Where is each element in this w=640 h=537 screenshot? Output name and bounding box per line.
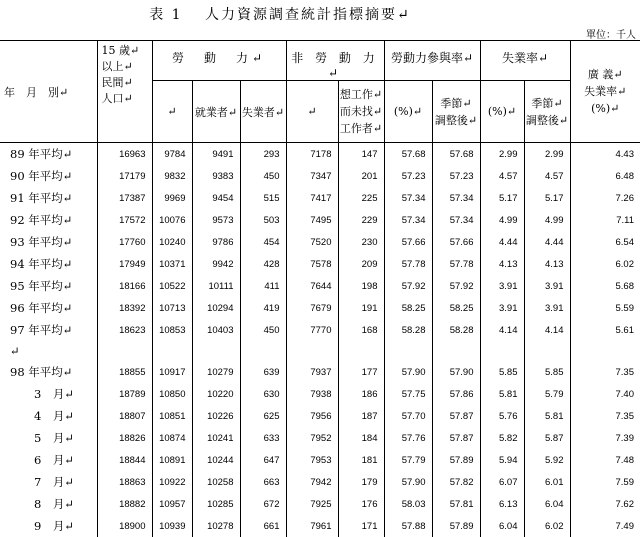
row-label: 4 月↵ (0, 405, 97, 427)
lfpr-cell: 57.90 (384, 471, 432, 493)
unemployed-cell: 450 (240, 319, 286, 341)
labor-force-cell: 9969 (152, 187, 192, 209)
ur-sa-cell: 3.91 (524, 275, 570, 297)
nilf-total-header: ↵ (286, 81, 338, 143)
pop15-cell: 17949 (97, 253, 152, 275)
lfpr-cell: 57.88 (384, 515, 432, 537)
broad-ur-cell: 4.43 (570, 143, 640, 166)
unemployed-cell: 625 (240, 405, 286, 427)
row-label: 5 月↵ (0, 427, 97, 449)
broad-ur-line: 廣 義↵ (571, 66, 640, 83)
nilf-cell: 7942 (286, 471, 338, 493)
unemployed-cell: 647 (240, 449, 286, 471)
labor-force-cell: 10957 (152, 493, 192, 515)
lfpr-sa-cell: 57.90 (432, 361, 480, 383)
ur-sa-line: 調整後↵ (525, 112, 570, 129)
lfpr-sa-line: 季節↵ (433, 95, 480, 112)
lfpr-sa-cell: 57.92 (432, 275, 480, 297)
labor-force-cell: 10922 (152, 471, 192, 493)
table-row (0, 405, 640, 427)
broad-ur-cell: 6.02 (570, 253, 640, 275)
pop15-cell (97, 341, 152, 361)
lfpr-cell: 58.28 (384, 319, 432, 341)
nilf-cell: 7938 (286, 383, 338, 405)
employed-cell: 10258 (192, 471, 240, 493)
table-row (0, 427, 640, 449)
broad-ur-cell: 6.48 (570, 165, 640, 187)
lfpr-cell: 57.76 (384, 427, 432, 449)
nilf-cell (286, 341, 338, 361)
labor-force-cell: 9832 (152, 165, 192, 187)
ur-cell: 6.13 (480, 493, 524, 515)
row-label: 7 月↵ (0, 471, 97, 493)
ur-sa-cell: 3.91 (524, 297, 570, 319)
ur-sa-cell: 4.14 (524, 319, 570, 341)
employed-cell: 9491 (192, 143, 240, 166)
want-work-cell: 229 (338, 209, 384, 231)
labor-statistics-table (0, 40, 640, 537)
lfpr-sa-cell: 57.82 (432, 471, 480, 493)
broad-ur-cell: 7.59 (570, 471, 640, 493)
row-label: 6 月↵ (0, 449, 97, 471)
ur-cell: 5.82 (480, 427, 524, 449)
ur-sa-cell: 5.87 (524, 427, 570, 449)
lfpr-cell: 57.90 (384, 361, 432, 383)
table-row (0, 143, 640, 166)
nilf-cell: 7956 (286, 405, 338, 427)
lfpr-sa-cell: 57.86 (432, 383, 480, 405)
employed-header: 就業者↵ (192, 81, 240, 143)
employed-cell: 10279 (192, 361, 240, 383)
broad-ur-cell (570, 341, 640, 361)
want-work-header (338, 81, 384, 143)
lfpr-sa-cell: 57.34 (432, 187, 480, 209)
lfpr-cell: 57.34 (384, 209, 432, 231)
nilf-cell: 7770 (286, 319, 338, 341)
want-work-line: 而未找↵ (339, 103, 384, 120)
pop15-cell: 18844 (97, 449, 152, 471)
row-label: 92 年平均↵ (0, 209, 97, 231)
lfpr-cell: 57.79 (384, 449, 432, 471)
employed-cell: 9942 (192, 253, 240, 275)
employed-cell (192, 341, 240, 361)
pop15-cell: 18855 (97, 361, 152, 383)
lfpr-sa-cell: 57.78 (432, 253, 480, 275)
labor-force-header: 勞 動 力↵ (152, 41, 286, 81)
pop15-cell: 18807 (97, 405, 152, 427)
lfpr-header: 勞動力參與率↵ (384, 41, 480, 81)
table-row (0, 493, 640, 515)
ur-pct-header: (%)↵ (480, 81, 524, 143)
ur-cell: 3.91 (480, 275, 524, 297)
employed-cell: 10226 (192, 405, 240, 427)
lfpr-sa-cell: 57.68 (432, 143, 480, 166)
pop15-cell: 17760 (97, 231, 152, 253)
lfpr-sa-cell: 58.25 (432, 297, 480, 319)
lfpr-sa-cell: 57.34 (432, 209, 480, 231)
want-work-cell: 187 (338, 405, 384, 427)
labor-force-cell: 10874 (152, 427, 192, 449)
lfpr-pct-header: (%)↵ (384, 81, 432, 143)
unemployed-cell: 503 (240, 209, 286, 231)
pop15-cell: 18623 (97, 319, 152, 341)
ur-sa-cell: 4.99 (524, 209, 570, 231)
row-label: 98 年平均↵ (0, 361, 97, 383)
nilf-cell: 7961 (286, 515, 338, 537)
lfpr-cell: 58.25 (384, 297, 432, 319)
lfpr-cell: 57.68 (384, 143, 432, 166)
broad-ur-cell: 7.11 (570, 209, 640, 231)
table-row (0, 383, 640, 405)
want-work-line: 想工作↵ (339, 86, 384, 103)
unemployed-cell: 633 (240, 427, 286, 449)
nilf-cell: 7679 (286, 297, 338, 319)
employed-cell: 9573 (192, 209, 240, 231)
ur-sa-cell: 6.04 (524, 493, 570, 515)
ur-cell (480, 341, 524, 361)
table-row (0, 297, 640, 319)
unemployed-cell: 454 (240, 231, 286, 253)
lfpr-sa-cell: 57.87 (432, 405, 480, 427)
ur-cell: 5.94 (480, 449, 524, 471)
want-work-line: 工作者↵ (339, 120, 384, 137)
row-label: ↵ (0, 341, 97, 361)
nilf-cell: 7952 (286, 427, 338, 449)
unemployed-header: 失業者↵ (240, 81, 286, 143)
ur-cell: 4.13 (480, 253, 524, 275)
unit-label: 單位：千人 (586, 26, 636, 41)
unemployment-rate-header: 失業率↵ (480, 41, 570, 81)
lfpr-sa-cell: 57.89 (432, 515, 480, 537)
labor-force-cell: 10371 (152, 253, 192, 275)
lfpr-sa-cell: 57.23 (432, 165, 480, 187)
nilf-cell: 7644 (286, 275, 338, 297)
ur-sa-cell: 2.99 (524, 143, 570, 166)
employed-cell: 10244 (192, 449, 240, 471)
nilf-cell: 7178 (286, 143, 338, 166)
employed-cell: 10241 (192, 427, 240, 449)
employed-cell: 10278 (192, 515, 240, 537)
lfpr-cell: 57.78 (384, 253, 432, 275)
employed-cell: 9454 (192, 187, 240, 209)
lfpr-sa-cell: 57.81 (432, 493, 480, 515)
unemployed-cell: 419 (240, 297, 286, 319)
want-work-cell: 191 (338, 297, 384, 319)
ur-sa-cell: 4.57 (524, 165, 570, 187)
table-title: 表 1 人力資源調查統計指標摘要↵ (0, 4, 560, 24)
broad-ur-line: 失業率↵ (571, 83, 640, 100)
want-work-cell: 225 (338, 187, 384, 209)
table-row (0, 253, 640, 275)
row-label: 90 年平均↵ (0, 165, 97, 187)
pop15-cell: 17179 (97, 165, 152, 187)
ur-cell: 4.44 (480, 231, 524, 253)
employed-cell: 10403 (192, 319, 240, 341)
pop15-cell: 18392 (97, 297, 152, 319)
labor-force-cell: 9784 (152, 143, 192, 166)
broad-ur-cell: 7.62 (570, 493, 640, 515)
pop15-cell: 16963 (97, 143, 152, 166)
unemployed-cell: 293 (240, 143, 286, 166)
lfpr-sa-cell: 57.87 (432, 427, 480, 449)
want-work-cell: 209 (338, 253, 384, 275)
broad-ur-cell: 7.35 (570, 361, 640, 383)
lfpr-sa-cell: 57.66 (432, 231, 480, 253)
broad-ur-cell: 7.49 (570, 515, 640, 537)
table-row (0, 231, 640, 253)
pop15-header (97, 41, 152, 143)
row-label: 91 年平均↵ (0, 187, 97, 209)
labor-force-cell: 10522 (152, 275, 192, 297)
row-label: 89 年平均↵ (0, 143, 97, 166)
pop15-line: 15 歲↵ (102, 43, 152, 59)
unemployed-cell (240, 341, 286, 361)
row-label: 9 月↵ (0, 515, 97, 537)
row-label: 3 月↵ (0, 383, 97, 405)
lfpr-cell: 57.34 (384, 187, 432, 209)
table-row (0, 165, 640, 187)
lfpr-sa-cell: 58.28 (432, 319, 480, 341)
labor-force-cell: 10850 (152, 383, 192, 405)
want-work-cell: 147 (338, 143, 384, 166)
pop15-cell: 18863 (97, 471, 152, 493)
ur-sa-cell: 6.02 (524, 515, 570, 537)
broad-ur-cell: 6.54 (570, 231, 640, 253)
broad-ur-cell: 5.61 (570, 319, 640, 341)
ur-sa-cell: 4.44 (524, 231, 570, 253)
employed-cell: 10285 (192, 493, 240, 515)
row-label: 95 年平均↵ (0, 275, 97, 297)
ur-sa-header (524, 81, 570, 143)
want-work-cell: 201 (338, 165, 384, 187)
ur-cell: 5.85 (480, 361, 524, 383)
unemployed-cell: 630 (240, 383, 286, 405)
table-row (0, 319, 640, 341)
unemployed-cell: 411 (240, 275, 286, 297)
table-row (0, 209, 640, 231)
table-row (0, 275, 640, 297)
unemployed-cell: 663 (240, 471, 286, 493)
lfpr-sa-header (432, 81, 480, 143)
labor-force-cell: 10939 (152, 515, 192, 537)
employed-cell: 9383 (192, 165, 240, 187)
lfpr-cell: 57.23 (384, 165, 432, 187)
nilf-cell: 7520 (286, 231, 338, 253)
table-row (0, 361, 640, 383)
want-work-cell: 177 (338, 361, 384, 383)
ur-cell: 5.76 (480, 405, 524, 427)
lfpr-cell: 58.03 (384, 493, 432, 515)
lfpr-cell: 57.75 (384, 383, 432, 405)
row-label: 8 月↵ (0, 493, 97, 515)
broad-ur-cell: 7.40 (570, 383, 640, 405)
want-work-cell: 181 (338, 449, 384, 471)
pop15-cell: 18789 (97, 383, 152, 405)
want-work-cell: 186 (338, 383, 384, 405)
want-work-cell: 230 (338, 231, 384, 253)
table-row (0, 515, 640, 537)
labor-force-cell: 10240 (152, 231, 192, 253)
employed-cell: 9786 (192, 231, 240, 253)
nilf-cell: 7417 (286, 187, 338, 209)
unemployed-cell: 428 (240, 253, 286, 275)
want-work-cell: 198 (338, 275, 384, 297)
table-row (0, 449, 640, 471)
row-label: 97 年平均↵ (0, 319, 97, 341)
unemployed-cell: 450 (240, 165, 286, 187)
lfpr-cell: 57.92 (384, 275, 432, 297)
labor-force-cell: 10891 (152, 449, 192, 471)
nilf-cell: 7953 (286, 449, 338, 471)
nilf-cell: 7925 (286, 493, 338, 515)
ur-cell: 4.99 (480, 209, 524, 231)
pop15-cell: 18166 (97, 275, 152, 297)
row-label: 96 年平均↵ (0, 297, 97, 319)
unemployed-cell: 639 (240, 361, 286, 383)
broad-ur-cell: 5.68 (570, 275, 640, 297)
ur-sa-line: 季節↵ (525, 95, 570, 112)
ur-sa-cell (524, 341, 570, 361)
pop15-line: 民間↵ (102, 75, 152, 91)
ur-sa-cell: 5.79 (524, 383, 570, 405)
employed-cell: 10111 (192, 275, 240, 297)
labor-force-cell (152, 341, 192, 361)
ur-cell: 5.81 (480, 383, 524, 405)
lfpr-cell: 57.66 (384, 231, 432, 253)
broad-ur-cell: 7.48 (570, 449, 640, 471)
nilf-cell: 7495 (286, 209, 338, 231)
broad-ur-cell: 7.39 (570, 427, 640, 449)
ur-sa-cell: 5.92 (524, 449, 570, 471)
broad-ur-cell: 5.59 (570, 297, 640, 319)
table-row (0, 471, 640, 493)
labor-force-cell: 10713 (152, 297, 192, 319)
lfpr-sa-cell (432, 341, 480, 361)
ur-sa-cell: 5.81 (524, 405, 570, 427)
pop15-cell: 18900 (97, 515, 152, 537)
nilf-cell: 7937 (286, 361, 338, 383)
employed-cell: 10220 (192, 383, 240, 405)
pop15-cell: 17387 (97, 187, 152, 209)
broad-ur-cell: 7.35 (570, 405, 640, 427)
pop15-cell: 18882 (97, 493, 152, 515)
lfpr-sa-line: 調整後↵ (433, 112, 480, 129)
want-work-cell: 184 (338, 427, 384, 449)
broad-unemployment-header (570, 41, 640, 143)
want-work-cell (338, 341, 384, 361)
row-label: 93 年平均↵ (0, 231, 97, 253)
ur-cell: 3.91 (480, 297, 524, 319)
ur-cell: 5.17 (480, 187, 524, 209)
lfpr-sa-cell: 57.89 (432, 449, 480, 471)
pop15-cell: 18826 (97, 427, 152, 449)
labor-force-cell: 10853 (152, 319, 192, 341)
ur-cell: 4.57 (480, 165, 524, 187)
broad-ur-cell: 7.26 (570, 187, 640, 209)
lfpr-cell (384, 341, 432, 361)
nilf-cell: 7347 (286, 165, 338, 187)
ur-sa-cell: 4.13 (524, 253, 570, 275)
ur-cell: 4.14 (480, 319, 524, 341)
labor-force-total-header: ↵ (152, 81, 192, 143)
want-work-cell: 168 (338, 319, 384, 341)
want-work-cell: 176 (338, 493, 384, 515)
lfpr-cell: 57.70 (384, 405, 432, 427)
ur-sa-cell: 5.85 (524, 361, 570, 383)
want-work-cell: 171 (338, 515, 384, 537)
pop15-line: 以上↵ (102, 59, 152, 75)
ur-cell: 2.99 (480, 143, 524, 166)
unemployed-cell: 672 (240, 493, 286, 515)
unemployed-cell: 515 (240, 187, 286, 209)
broad-ur-line: (%)↵ (571, 100, 640, 117)
ur-cell: 6.04 (480, 515, 524, 537)
employed-cell: 10294 (192, 297, 240, 319)
ur-cell: 6.07 (480, 471, 524, 493)
row-label: 94 年平均↵ (0, 253, 97, 275)
labor-force-cell: 10076 (152, 209, 192, 231)
labor-force-cell: 10917 (152, 361, 192, 383)
not-in-labor-force-header: 非 勞 動 力↵ (286, 41, 384, 81)
pop15-line: 人口↵ (102, 91, 152, 107)
nilf-cell: 7578 (286, 253, 338, 275)
table-row (0, 341, 640, 361)
labor-force-cell: 10851 (152, 405, 192, 427)
ur-sa-cell: 6.01 (524, 471, 570, 493)
table-row (0, 187, 640, 209)
want-work-cell: 179 (338, 471, 384, 493)
ur-sa-cell: 5.17 (524, 187, 570, 209)
year-month-header: 年 月 別↵ (0, 41, 97, 143)
unemployed-cell: 661 (240, 515, 286, 537)
pop15-cell: 17572 (97, 209, 152, 231)
